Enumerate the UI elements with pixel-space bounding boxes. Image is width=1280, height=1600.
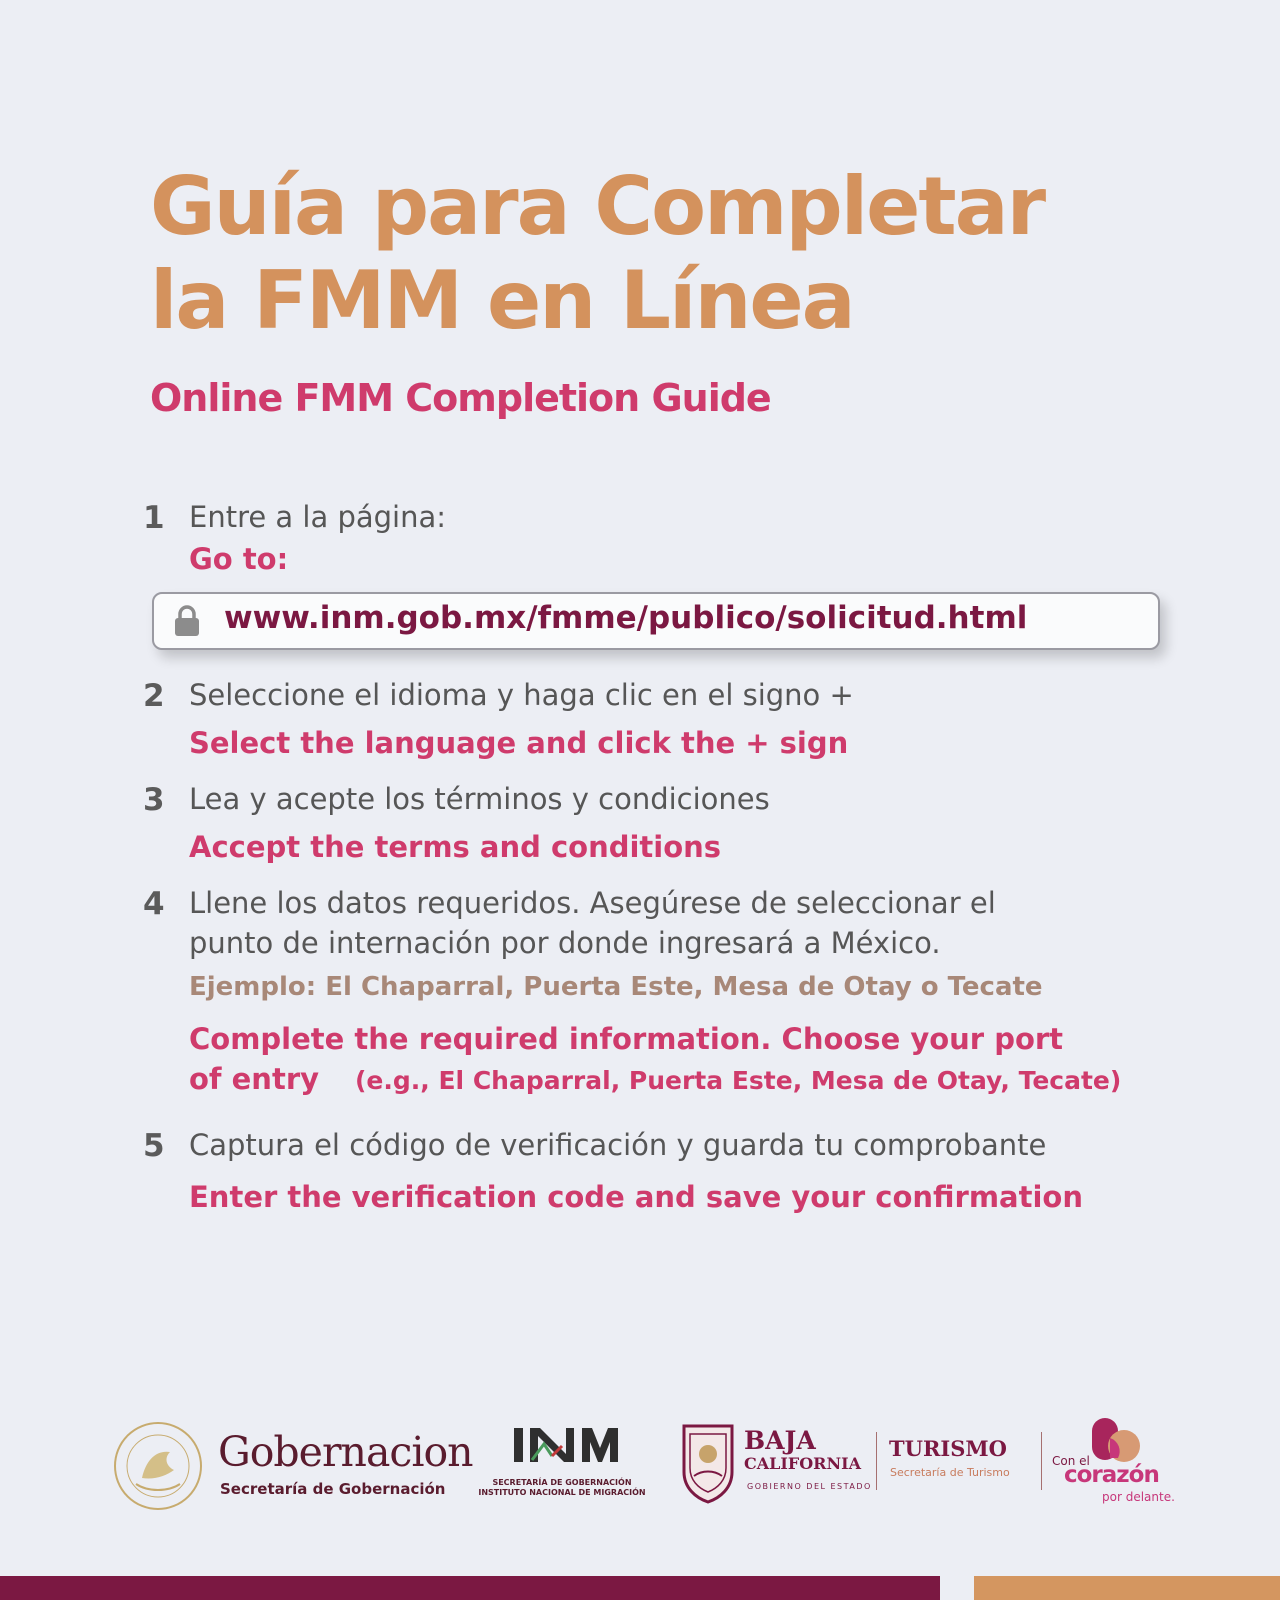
step-number: 3 [143, 782, 165, 818]
step-number: 2 [143, 678, 165, 714]
turismo-logo-text: TURISMO [889, 1436, 1007, 1461]
step-5-es: Captura el código de verificación y guarda tu comprobante [189, 1128, 1047, 1162]
heart-icon [1090, 1418, 1142, 1464]
baja-logo-text-1: BAJA [744, 1426, 816, 1455]
step-2-es: Seleccione el idioma y haga clic en el signo + [189, 678, 854, 712]
corazon-tagline-bottom: por delante. [1102, 1490, 1175, 1504]
step-5-en: Enter the verification code and save your confirmation [189, 1180, 1083, 1214]
corazon-logo-text: corazón [1064, 1462, 1159, 1488]
step-4-en-line-2: of entry [189, 1062, 320, 1096]
baja-gov-subtitle: GOBIERNO DEL ESTADO [747, 1482, 872, 1491]
page-subtitle: Online FMM Completion Guide [150, 376, 771, 420]
step-2-en: Select the language and click the + sign [189, 726, 849, 760]
gobernacion-logo-text: Gobernacion [218, 1428, 473, 1476]
inm-logo-icon [514, 1426, 618, 1464]
inm-subtitle-1: SECRETARÍA DE GOBERNACIÓN [492, 1478, 632, 1487]
step-number: 1 [143, 500, 165, 536]
step-4-en-line-1: Complete the required information. Choose your port [189, 1022, 1064, 1056]
gobernacion-subtitle: Secretaría de Gobernación [220, 1480, 446, 1498]
logo-divider [876, 1432, 877, 1490]
page-title [150, 160, 1044, 348]
step-4-es-line-2: punto de internación por donde ingresará a México. [189, 926, 941, 960]
step-3-es: Lea y acepte los términos y condiciones [189, 782, 770, 816]
step-number: 5 [143, 1128, 165, 1164]
title-line-1: Guía para Completar [150, 160, 1045, 253]
url-bar[interactable] [152, 592, 1160, 650]
step-1-en: Go to: [189, 542, 289, 576]
footer-bar-orange [974, 1576, 1280, 1600]
title-line-2: la FMM en Línea [150, 254, 854, 347]
turismo-subtitle: Secretaría de Turismo [890, 1466, 1010, 1479]
step-1-es: Entre a la página: [189, 500, 447, 534]
mexico-seal-icon [112, 1420, 204, 1512]
footer-bar-wine [0, 1576, 940, 1600]
inm-subtitle-2: INSTITUTO NACIONAL DE MIGRACIÓN [478, 1488, 646, 1497]
step-4-example: Ejemplo: El Chaparral, Puerta Este, Mesa de Otay o Tecate [189, 972, 1043, 1002]
corazon-tagline-top: Con el [1052, 1454, 1090, 1468]
baja-california-shield-icon [680, 1420, 736, 1504]
step-4-es-line-1: Llene los datos requeridos. Asegúrese de seleccionar el [189, 886, 996, 920]
logo-divider [1041, 1432, 1042, 1490]
url-link[interactable]: www.inm.gob.mx/fmme/publico/solicitud.html [224, 600, 1028, 636]
footer-logos [0, 1420, 1280, 1520]
step-3-en: Accept the terms and conditions [189, 830, 722, 864]
step-4-en-example: (e.g., El Chaparral, Puerta Este, Mesa de Otay, Tecate) [355, 1066, 1122, 1095]
lock-icon [174, 605, 200, 637]
step-number: 4 [143, 886, 165, 922]
baja-logo-text-2: CALIFORNIA [744, 1454, 861, 1473]
